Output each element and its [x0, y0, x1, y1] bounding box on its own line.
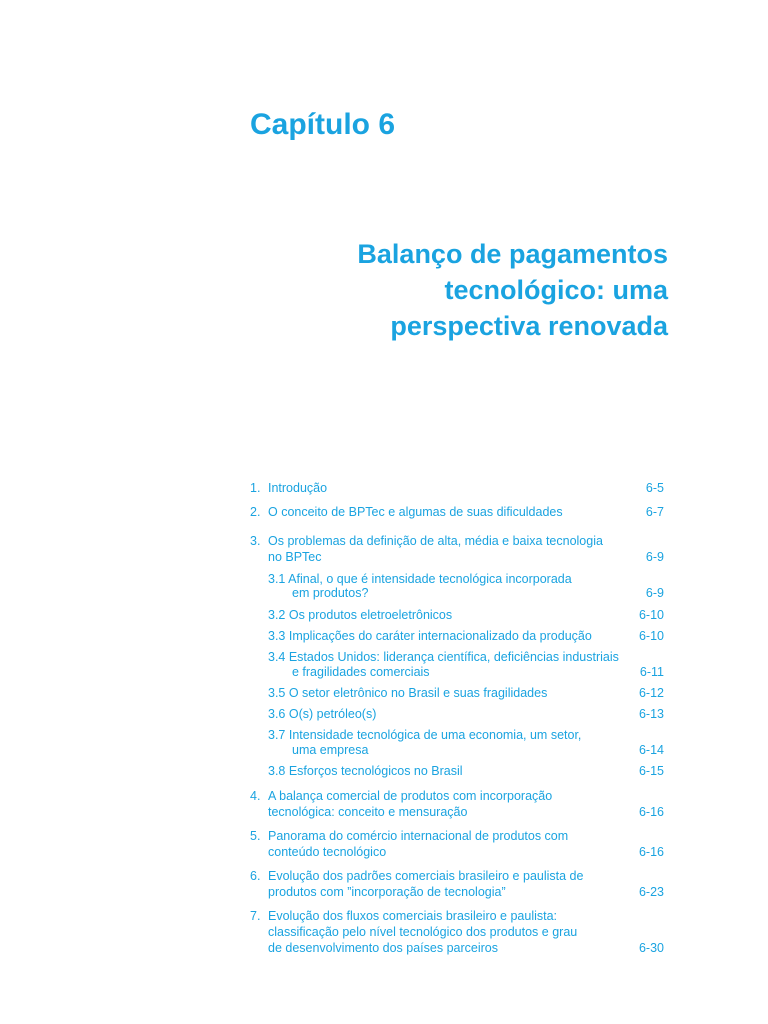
- toc-entry-page: 6-10: [638, 608, 664, 622]
- toc-entry-text: produtos com ”incorporação de tecnologia”: [268, 885, 506, 899]
- toc-entry-number: 2.: [250, 505, 261, 519]
- toc-entry-text: Os problemas da definição de alta, média e baixa tecnologia: [268, 534, 603, 548]
- toc-entry-text: 3.7 Intensidade tecnológica de uma economia, um setor,: [268, 728, 582, 742]
- toc-entry-text: Introdução: [268, 481, 328, 495]
- toc-entry-text: Evolução dos fluxos comerciais brasileiro e paulista:: [268, 909, 558, 923]
- toc-entry-page: 6-13: [638, 707, 664, 721]
- toc-entry-text: A balança comercial de produtos com incorporação: [268, 789, 553, 803]
- toc-entry-text: 3.3 Implicações do caráter internacionalizado da produção: [268, 629, 592, 643]
- toc-entry-text: 3.8 Esforços tecnológicos no Brasil: [268, 764, 463, 778]
- toc-entry-text: de desenvolvimento dos países parceiros: [268, 941, 498, 955]
- toc-entry-text: O conceito de BPTec e algumas de suas dificuldades: [268, 505, 563, 519]
- toc-entry-text: em produtos?: [292, 586, 369, 600]
- toc-entry-number: 7.: [250, 909, 261, 923]
- toc-entry-page: 6-9: [645, 586, 664, 600]
- toc-entry-page: 6-14: [638, 743, 664, 757]
- toc-entry-text: 3.1 Afinal, o que é intensidade tecnológica incorporada: [268, 572, 572, 586]
- chapter-title-line: perspectiva renovada: [390, 311, 668, 341]
- toc-entry-number: 4.: [250, 789, 261, 803]
- toc-entry-page: 6-11: [639, 665, 664, 679]
- toc-entry-page: 6-5: [645, 481, 664, 495]
- chapter-title: [250, 236, 668, 344]
- chapter-title-line: Balanço de pagamentos: [357, 239, 668, 269]
- toc-entry-text: no BPTec: [268, 550, 322, 564]
- toc-entry-text: 3.2 Os produtos eletroeletrônicos: [268, 608, 453, 622]
- toc-entry-number: 1.: [250, 481, 261, 495]
- toc-entry-text: e fragilidades comerciais: [292, 665, 430, 679]
- toc-entry-page: 6-15: [638, 764, 664, 778]
- toc-entry-number: 6.: [250, 869, 261, 883]
- toc-entry-page: 6-23: [638, 885, 664, 899]
- toc-entry-text: classificação pelo nível tecnológico dos produtos e grau: [268, 925, 578, 939]
- toc-entry-page: 6-16: [638, 805, 664, 819]
- toc-entry-page: 6-30: [638, 941, 664, 955]
- toc-entry-text: Evolução dos padrões comerciais brasileiro e paulista de: [268, 869, 584, 883]
- chapter-label: Capítulo 6: [250, 108, 396, 141]
- toc-entry-text: 3.5 O setor eletrônico no Brasil e suas fragilidades: [268, 686, 548, 700]
- toc-entry-text: tecnológica: conceito e mensuração: [268, 805, 468, 819]
- toc-entry-page: 6-16: [638, 845, 664, 859]
- toc-entry-page: 6-9: [645, 550, 664, 564]
- toc-entry-page: 6-10: [638, 629, 664, 643]
- toc-entry-number: 5.: [250, 829, 261, 843]
- toc-entry-page: 6-12: [638, 686, 664, 700]
- toc-entry-number: 3.: [250, 534, 261, 548]
- toc-entry-text: Panorama do comércio internacional de produtos com: [268, 829, 569, 843]
- toc-entry-page: 6-7: [645, 505, 664, 519]
- toc-entry-text: conteúdo tecnológico: [268, 845, 387, 859]
- toc-entry-text: uma empresa: [292, 743, 369, 757]
- toc-entry-text: 3.6 O(s) petróleo(s): [268, 707, 377, 721]
- chapter-title-line: tecnológico: uma: [444, 275, 668, 305]
- toc-entry-text: 3.4 Estados Unidos: liderança científica, deficiências industriais: [268, 650, 619, 664]
